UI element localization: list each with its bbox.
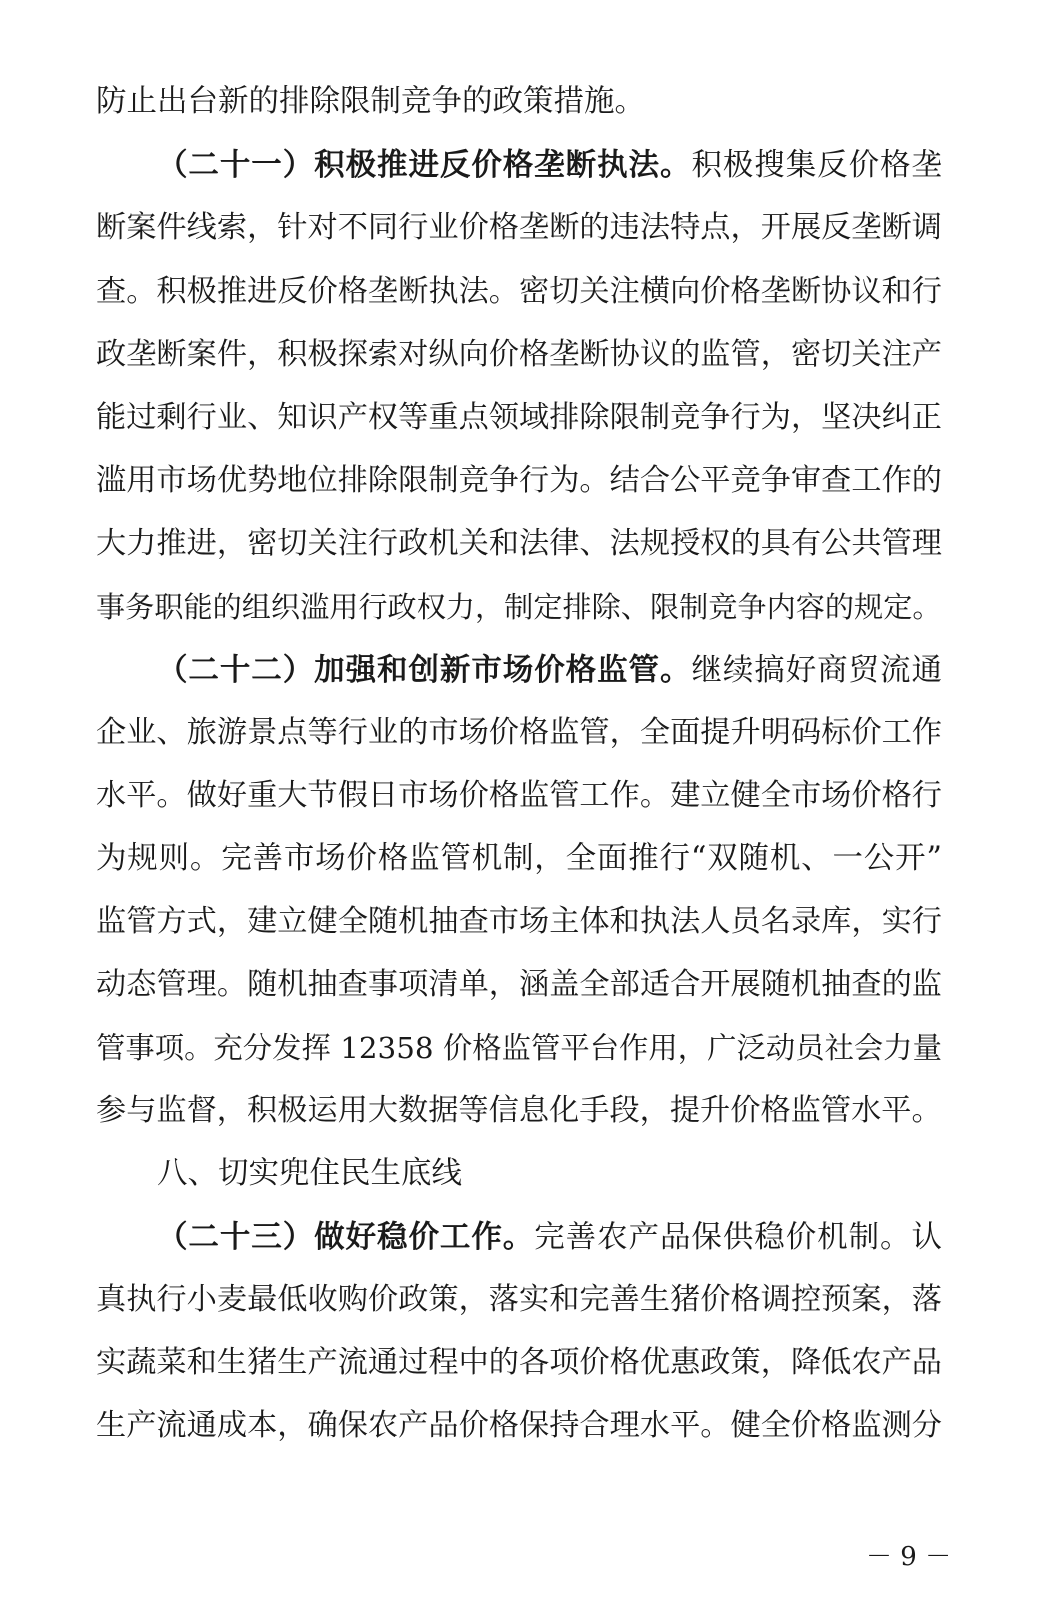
line-text: 继续搞好商贸流通 <box>691 653 942 688</box>
text-line <box>96 902 942 942</box>
text-line <box>96 965 942 1005</box>
text-line <box>96 1343 942 1383</box>
line-text: 防止出台新的排除限制竞争的政策措施。 <box>96 84 645 119</box>
text-line <box>96 82 942 122</box>
section-title: （二十三）做好稳价工作。 <box>157 1219 535 1255</box>
text-line <box>96 1406 942 1446</box>
line-text: 为规则。完善市场价格监管机制，全面推行“双随机、一公开” <box>96 841 942 876</box>
line-text: 事务职能的组织滥用行政权力，制定排除、限制竞争内容的规定。 <box>96 590 942 624</box>
line-text: 实蔬菜和生猪生产流通过程中的各项价格优惠政策，降低农产品 <box>96 1345 942 1380</box>
line-text: 真执行小麦最低收购价政策，落实和完善生猪价格调控预案，落 <box>96 1282 942 1317</box>
text-line <box>96 1028 942 1068</box>
line-text: 动态管理。随机抽查事项清单，涵盖全部适合开展随机抽查的监 <box>96 967 942 1002</box>
line-text: 断案件线索，针对不同行业价格垄断的违法特点，开展反垄断调 <box>96 210 942 245</box>
section-paragraph-start <box>157 1217 942 1257</box>
section-paragraph-start <box>157 145 942 185</box>
text-line <box>96 1091 942 1131</box>
text-line <box>96 776 942 816</box>
text-line <box>96 272 942 312</box>
section-title: （二十二）加强和创新市场价格监管。 <box>157 652 692 688</box>
line-text: 参与监督，积极运用大数据等信息化手段，提升价格监管水平。 <box>96 1093 942 1128</box>
text-line <box>96 208 942 248</box>
page-number: － 9 － <box>866 1542 952 1572</box>
line-text: 生产流通成本，确保农产品价格保持合理水平。健全价格监测分 <box>96 1408 942 1443</box>
line-text: 能过剩行业、知识产权等重点领域排除限制竞争行为，坚决纠正 <box>96 400 942 435</box>
text-line <box>96 587 942 627</box>
text-line <box>96 335 942 375</box>
line-text: 完善农产品保供稳价机制。认 <box>534 1220 942 1255</box>
text-line <box>96 1280 942 1320</box>
chapter-heading: 八、切实兜住民生底线 <box>157 1156 462 1191</box>
line-text: 查。积极推进反价格垄断执法。密切关注横向价格垄断协议和行 <box>96 274 942 309</box>
line-text: 水平。做好重大节假日市场价格监管工作。建立健全市场价格行 <box>96 778 942 813</box>
line-text: 企业、旅游景点等行业的市场价格监管，全面提升明码标价工作 <box>96 715 942 750</box>
text-line <box>96 713 942 753</box>
line-text: 监管方式，建立健全随机抽查市场主体和执法人员名录库，实行 <box>96 904 942 939</box>
text-line <box>96 524 942 564</box>
line-text: 积极搜集反价格垄 <box>691 148 942 183</box>
section-paragraph-start <box>157 650 942 690</box>
line-text: 大力推进，密切关注行政机关和法律、法规授权的具有公共管理 <box>96 526 942 561</box>
section-title: （二十一）积极推进反价格垄断执法。 <box>157 147 692 183</box>
text-line <box>96 839 942 879</box>
line-text: 管事项。充分发挥 12358 价格监管平台作用，广泛动员社会力量 <box>96 1031 942 1065</box>
text-line <box>96 461 942 501</box>
line-text: 政垄断案件，积极探索对纵向价格垄断协议的监管，密切关注产 <box>96 337 942 372</box>
line-text: 滥用市场优势地位排除限制竞争行为。结合公平竞争审查工作的 <box>96 463 942 498</box>
text-line <box>96 398 942 438</box>
